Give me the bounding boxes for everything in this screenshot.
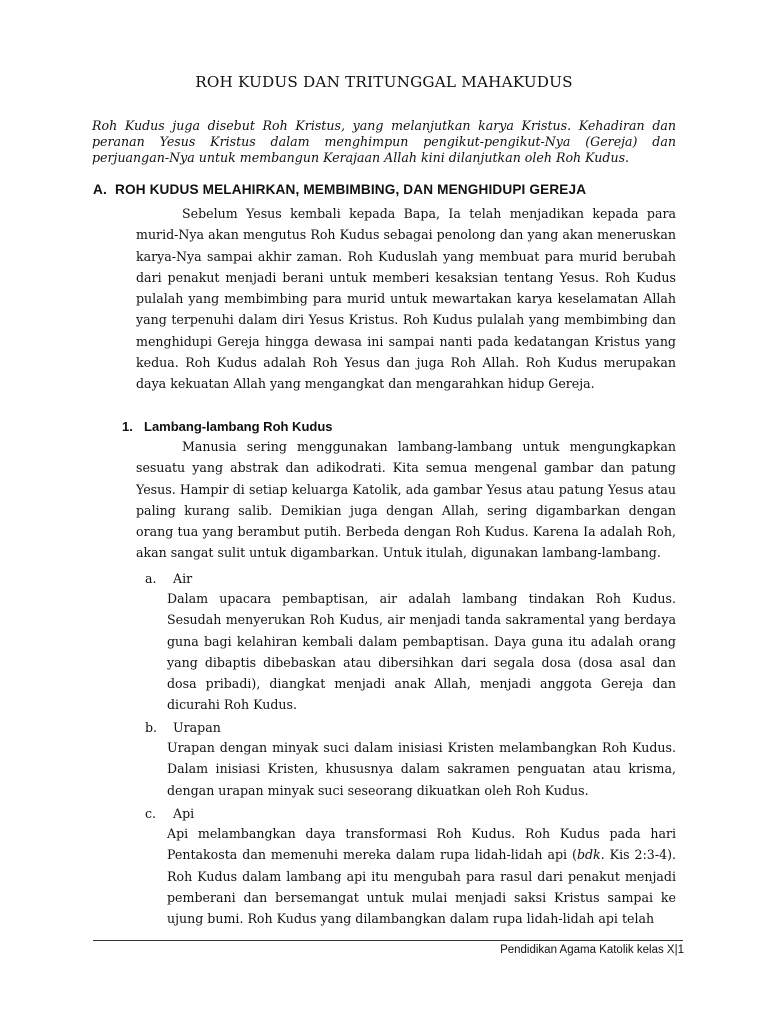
list-item-c-label: c.	[145, 806, 157, 821]
section-a-paragraph: Sebelum Yesus kembali kepada Bapa, Ia telah menjadikan kepada para murid-Nya akan mengutus Roh Kudus sebagai penolong dan yang akan meneruskan karya-Nya sampai akhir zaman. Roh Kuduslah yang membuat para murid berubah dari penakut menjadi berani untuk memberi kesaksian tentang Yesus. Roh Kudus pulalah yang membimbing para murid untuk mewartakan karya keselamatan Allah yang terpenuhi dalam diri Yesus Kristus. Roh Kudus pulalah yang membimbing dan menghidupi Gereja hingga dewasa ini sampai nanti pada kedatangan Kristus yang kedua. Roh Kudus adalah Roh Yesus dan juga Roh Allah. Roh Kudus merupakan daya kekuatan Allah yang mengangkat dan mengarahkan hidup Gereja.	[136, 206, 676, 392]
list-item-c-text	[167, 823, 676, 929]
subsection-1-title: Lambang-lambang Roh Kudus	[144, 419, 333, 434]
subsection-1-number: 1.	[122, 419, 133, 434]
list-item-b-text: Urapan dengan minyak suci dalam inisiasi Kristen melambangkan Roh Kudus. Dalam inisiasi Kristen, khususnya dalam sakramen penguatan atau krisma, dengan urapan minyak suci seseorang dikuatkan oleh Roh Kudus.	[167, 740, 676, 798]
list-item-c-text-part2: Kis 2:3-4). Roh Kudus dalam lambang api itu mengubah para rasul dari penakut menjadi pemberani dan bersemangat untuk mulai menjadi saksi Kristus sampai ke ujung bumi. Roh Kudus yang dilambangkan dalam rupa lidah-lidah api telah	[167, 847, 677, 927]
section-a-title: ROH KUDUS MELAHIRKAN, MEMBIMBING, DAN MENGHIDUPI GEREJA	[115, 182, 587, 197]
subsection-1-heading	[122, 419, 333, 434]
list-item-a-label: a.	[145, 571, 157, 586]
list-item-c-heading	[145, 806, 194, 821]
page-number: 1	[677, 944, 684, 956]
section-a-number: A.	[93, 182, 107, 197]
footer-divider	[93, 940, 683, 941]
list-item-c-reference: bdk.	[576, 847, 605, 863]
list-item-c-title: Api	[173, 806, 195, 821]
list-item-a-text: Dalam upacara pembaptisan, air adalah lambang tindakan Roh Kudus. Sesudah menyerukan Roh Kudus, air menjadi tanda sakramental yang berdaya guna bagi kelahiran kembali dalam pembaptisan. Daya guna itu adalah orang yang dibaptis dibebaskan atau dibersihkan dari segala dosa (dosa asal dan dosa pribadi), diangkat menjadi anak Allah, menjadi anggota Gereja dan dicurahi Roh Kudus.	[167, 591, 676, 713]
list-item-a-title: Air	[173, 571, 193, 586]
page-title: ROH KUDUS DAN TRITUNGGAL MAHAKUDUS	[195, 73, 573, 91]
intro-paragraph: Roh Kudus juga disebut Roh Kristus, yang melanjutkan karya Kristus. Kehadiran dan peranan Yesus Kristus dalam menghimpun pengikut-pengikut-Nya (Gereja) dan perjuangan-Nya untuk membangun Kerajaan Allah kini dilanjutkan oleh Roh Kudus.	[92, 118, 676, 165]
footer-text: Pendidikan Agama Katolik kelas X	[500, 944, 675, 956]
subsection-1-paragraph: Manusia sering menggunakan lambang-lambang untuk mengungkapkan sesuatu yang abstrak dan adikodrati. Kita semua mengenal gambar dan patung Yesus. Hampir di setiap keluarga Katolik, ada gambar Yesus atau patung Yesus atau paling kurang salib. Demikian juga dengan Allah, sering digambarkan dengan orang tua yang berambut putih. Berbeda dengan Roh Kudus. Karena Ia adalah Roh, akan sangat sulit untuk digambarkan. Untuk itulah, digunakan lambang-lambang.	[136, 439, 676, 561]
section-a-heading	[93, 182, 586, 197]
list-item-b-label: b.	[145, 720, 158, 735]
list-item-c-text-part1: Api melambangkan daya transformasi Roh Kudus. Roh Kudus pada hari Pentakosta dan memenuhi mereka dalam rupa lidah-lidah api (	[167, 826, 676, 863]
page-footer	[500, 944, 684, 956]
list-item-b-heading	[145, 720, 221, 735]
footer-separator: |	[674, 944, 678, 956]
list-item-a-heading	[145, 571, 192, 586]
list-item-b-title: Urapan	[173, 720, 221, 735]
